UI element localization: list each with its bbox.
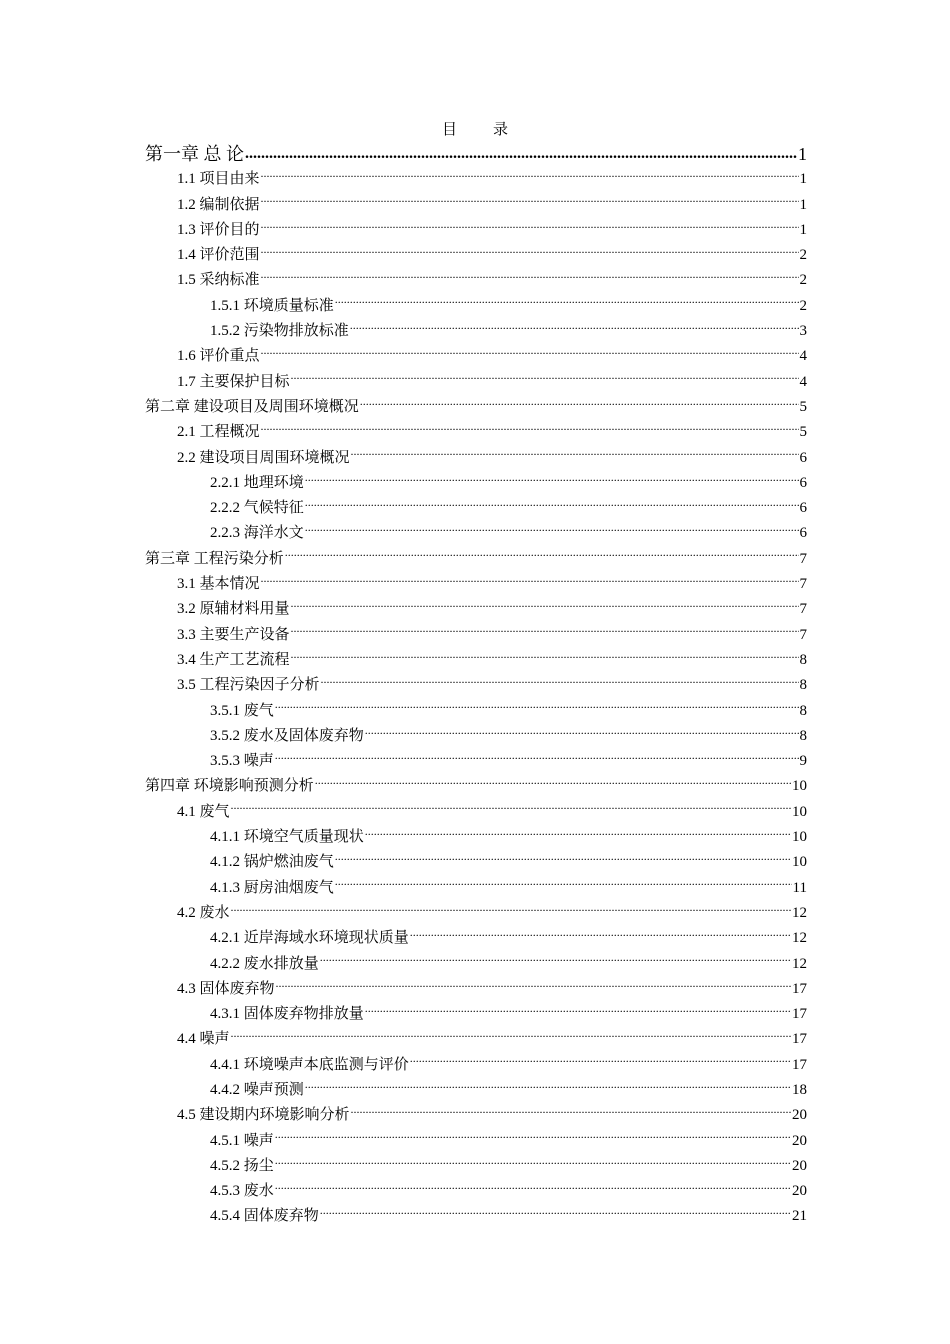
toc-entry[interactable] (145, 471, 807, 496)
toc-dot-leader (285, 548, 799, 563)
toc-dot-leader (315, 775, 791, 790)
toc-entry-page-number: 2 (799, 272, 807, 289)
toc-entry-page-number: 12 (792, 955, 807, 972)
toc-entry[interactable] (145, 547, 807, 572)
toc-entry[interactable] (145, 344, 807, 369)
toc-entry[interactable] (145, 1053, 807, 1078)
toc-dot-leader (275, 1130, 791, 1145)
toc-entry-title: 第二章 建设项目及周围环境概况 (145, 398, 359, 415)
toc-entry-title: 1.5.1 环境质量标准 (210, 297, 334, 314)
toc-entry-page-number: 7 (799, 601, 807, 618)
toc-entry-title: 3.5.3 噪声 (210, 753, 274, 770)
toc-entry-title: 3.5.2 废水及固体废弃物 (210, 727, 364, 744)
toc-dot-leader (261, 194, 799, 209)
toc-entry[interactable] (145, 218, 807, 243)
toc-entry-page-number: 9 (799, 753, 807, 770)
toc-dot-leader (261, 244, 799, 259)
toc-entry[interactable] (145, 1179, 807, 1204)
toc-entry-page-number: 8 (799, 702, 807, 719)
toc-dot-leader (231, 902, 791, 917)
toc-entry-title: 1.4 评价范围 (177, 247, 260, 264)
toc-entry[interactable] (145, 825, 807, 850)
toc-entry-title: 1.5 采纳标准 (177, 272, 260, 289)
toc-entry[interactable] (145, 876, 807, 901)
toc-entry-page-number: 4 (799, 348, 807, 365)
toc-entry-page-number: 2 (799, 247, 807, 264)
toc-entry-title: 2.2.1 地理环境 (210, 474, 304, 491)
toc-dot-leader (261, 168, 799, 183)
toc-entry-title: 1.5.2 污染物排放标准 (210, 323, 349, 340)
toc-entry-page-number: 1 (799, 221, 807, 238)
toc-dot-leader (261, 345, 799, 360)
toc-entry-title: 4.1.3 厨房油烟废气 (210, 879, 334, 896)
toc-entry[interactable] (145, 597, 807, 622)
toc-dot-leader (365, 826, 791, 841)
toc-entry-title: 2.1 工程概况 (177, 424, 260, 441)
toc-dot-leader (350, 320, 799, 335)
toc-entry-title: 第三章 工程污染分析 (145, 550, 284, 567)
toc-entry-page-number: 17 (792, 980, 807, 997)
toc-entry[interactable] (145, 1078, 807, 1103)
toc-entry-page-number: 10 (792, 778, 807, 795)
toc-entry-title: 第一章 总 论 (145, 144, 244, 164)
toc-entry[interactable] (145, 699, 807, 724)
toc-entry-title: 1.1 项目由来 (177, 171, 260, 188)
toc-dot-leader (261, 573, 799, 588)
toc-dot-leader (321, 674, 799, 689)
toc-dot-leader (360, 396, 799, 411)
toc-entry-page-number: 1 (799, 196, 807, 213)
toc-entry-title: 2.2.3 海洋水文 (210, 525, 304, 542)
toc-entry-title: 4.3.1 固体废弃物排放量 (210, 1006, 364, 1023)
toc-entry[interactable] (145, 395, 807, 420)
toc-entry-page-number: 6 (799, 449, 807, 466)
toc-entry-title: 4.5.2 扬尘 (210, 1157, 274, 1174)
toc-entry[interactable] (145, 952, 807, 977)
toc-entry[interactable] (145, 1154, 807, 1179)
toc-entry-title: 3.5.1 废气 (210, 702, 274, 719)
toc-dot-leader (291, 649, 799, 664)
toc-entry-page-number: 20 (792, 1132, 807, 1149)
toc-entry[interactable] (145, 319, 807, 344)
toc-entry[interactable] (145, 977, 807, 1002)
toc-entry-page-number: 8 (799, 727, 807, 744)
toc-entry-title: 3.4 生产工艺流程 (177, 651, 290, 668)
toc-entry-page-number: 6 (799, 474, 807, 491)
toc-entry-title: 4.5.1 噪声 (210, 1132, 274, 1149)
toc-entry-page-number: 20 (792, 1107, 807, 1124)
toc-entry-page-number: 12 (792, 930, 807, 947)
toc-entry-title: 第四章 环境影响预测分析 (145, 778, 314, 795)
toc-entry-page-number: 7 (799, 626, 807, 643)
toc-entry[interactable] (145, 1204, 807, 1229)
toc-entry-title: 3.1 基本情况 (177, 576, 260, 593)
toc-dot-leader (305, 1079, 791, 1094)
toc-entry-title: 4.4 噪声 (177, 1031, 230, 1048)
toc-entry-title: 4.5.4 固体废弃物 (210, 1208, 319, 1225)
toc-dot-leader (365, 725, 799, 740)
toc-dot-leader (320, 1205, 791, 1220)
toc-entry[interactable] (145, 142, 807, 167)
toc-dot-leader (231, 1028, 791, 1043)
toc-entry-page-number: 8 (799, 677, 807, 694)
toc-entry[interactable] (145, 901, 807, 926)
toc-entry[interactable] (145, 193, 807, 218)
toc-dot-leader (335, 295, 799, 310)
toc-entry-page-number: 8 (799, 651, 807, 668)
toc-entry-page-number: 1 (798, 144, 807, 164)
toc-dot-leader (231, 801, 791, 816)
toc-entry[interactable] (145, 420, 807, 445)
toc-entry-title: 3.3 主要生产设备 (177, 626, 290, 643)
toc-entry-title: 3.5 工程污染因子分析 (177, 677, 320, 694)
toc-entry[interactable] (145, 648, 807, 673)
toc-entry-page-number: 21 (792, 1208, 807, 1225)
toc-dot-leader (320, 953, 791, 968)
toc-entry[interactable] (145, 800, 807, 825)
toc-entry-page-number: 5 (799, 424, 807, 441)
toc-entry-title: 3.2 原辅材料用量 (177, 601, 290, 618)
toc-dot-leader (365, 1003, 791, 1018)
toc-entry-page-number: 5 (799, 398, 807, 415)
toc-entry[interactable] (145, 926, 807, 951)
toc-entry[interactable] (145, 1027, 807, 1052)
toc-entry[interactable] (145, 243, 807, 268)
toc-dot-leader (305, 522, 799, 537)
toc-dot-leader (305, 472, 799, 487)
toc-entry-title: 2.2 建设项目周围环境概况 (177, 449, 350, 466)
toc-entry[interactable] (145, 521, 807, 546)
toc-dot-leader (291, 371, 799, 386)
toc-entry-page-number: 20 (792, 1183, 807, 1200)
toc-entry-title: 4.4.1 环境噪声本底监测与评价 (210, 1056, 409, 1073)
toc-entry-page-number: 17 (792, 1031, 807, 1048)
toc-entry[interactable] (145, 496, 807, 521)
toc-entry-page-number: 1 (799, 171, 807, 188)
toc-entry-page-number: 18 (792, 1081, 807, 1098)
toc-dot-leader (410, 927, 791, 942)
toc-dot-leader (275, 750, 799, 765)
toc-entry-title: 4.4.2 噪声预测 (210, 1081, 304, 1098)
toc-entry-title: 4.3 固体废弃物 (177, 980, 275, 997)
toc-entry[interactable] (145, 268, 807, 293)
toc-dot-leader (261, 421, 799, 436)
toc-title-char-1: 目 (441, 122, 457, 138)
toc-entry[interactable] (145, 1129, 807, 1154)
toc-entry[interactable] (145, 1002, 807, 1027)
toc-entry-title: 1.6 评价重点 (177, 348, 260, 365)
toc-entry-title: 4.2.1 近岸海域水环境现状质量 (210, 930, 409, 947)
toc-dot-leader (275, 1155, 791, 1170)
toc-entry-page-number: 7 (799, 576, 807, 593)
toc-entry[interactable] (145, 774, 807, 799)
toc-dot-leader (261, 269, 799, 284)
toc-dot-leader (275, 1180, 791, 1195)
toc-title (0, 118, 950, 139)
toc-entry[interactable] (145, 446, 807, 471)
toc-entry[interactable] (145, 572, 807, 597)
toc-dot-leader (335, 851, 791, 866)
toc-entry-title: 4.5.3 废水 (210, 1183, 274, 1200)
toc-entry[interactable] (145, 623, 807, 648)
toc-entry-page-number: 6 (799, 525, 807, 542)
toc-dot-leader (245, 142, 797, 160)
toc-entry[interactable] (145, 294, 807, 319)
toc-dot-leader (291, 624, 799, 639)
toc-entry-page-number: 3 (799, 323, 807, 340)
toc-entry-page-number: 12 (792, 904, 807, 921)
toc-entry-title: 4.1.1 环境空气质量现状 (210, 829, 364, 846)
toc-dot-leader (291, 598, 799, 613)
toc-entry-title: 1.3 评价目的 (177, 221, 260, 238)
toc-title-char-2: 录 (493, 122, 509, 138)
toc-dot-leader (276, 978, 791, 993)
toc-entry[interactable] (145, 1103, 807, 1128)
table-of-contents (145, 142, 807, 1230)
toc-dot-leader (351, 1104, 791, 1119)
toc-entry-page-number: 4 (799, 373, 807, 390)
toc-dot-leader (410, 1054, 791, 1069)
toc-entry-title: 4.2 废水 (177, 904, 230, 921)
toc-entry[interactable] (145, 370, 807, 395)
toc-entry-title: 4.5 建设期内环境影响分析 (177, 1107, 350, 1124)
toc-entry-title: 1.2 编制依据 (177, 196, 260, 213)
toc-entry-page-number: 7 (799, 550, 807, 567)
toc-dot-leader (305, 497, 799, 512)
toc-entry[interactable] (145, 749, 807, 774)
toc-entry-page-number: 17 (792, 1006, 807, 1023)
toc-entry-title: 4.1.2 锅炉燃油废气 (210, 854, 334, 871)
toc-dot-leader (275, 700, 799, 715)
toc-entry-title: 4.1 废气 (177, 803, 230, 820)
toc-entry-page-number: 10 (792, 803, 807, 820)
toc-entry-title: 1.7 主要保护目标 (177, 373, 290, 390)
toc-entry[interactable] (145, 167, 807, 192)
toc-dot-leader (261, 219, 799, 234)
toc-entry[interactable] (145, 673, 807, 698)
toc-entry-page-number: 10 (792, 854, 807, 871)
toc-dot-leader (335, 877, 792, 892)
toc-entry[interactable] (145, 850, 807, 875)
toc-entry-page-number: 2 (799, 297, 807, 314)
toc-entry-page-number: 20 (792, 1157, 807, 1174)
toc-entry[interactable] (145, 724, 807, 749)
toc-entry-title: 4.2.2 废水排放量 (210, 955, 319, 972)
toc-dot-leader (351, 447, 799, 462)
toc-entry-page-number: 11 (792, 879, 807, 896)
toc-entry-page-number: 6 (799, 500, 807, 517)
toc-entry-title: 2.2.2 气候特征 (210, 500, 304, 517)
toc-entry-page-number: 10 (792, 829, 807, 846)
toc-entry-page-number: 17 (792, 1056, 807, 1073)
